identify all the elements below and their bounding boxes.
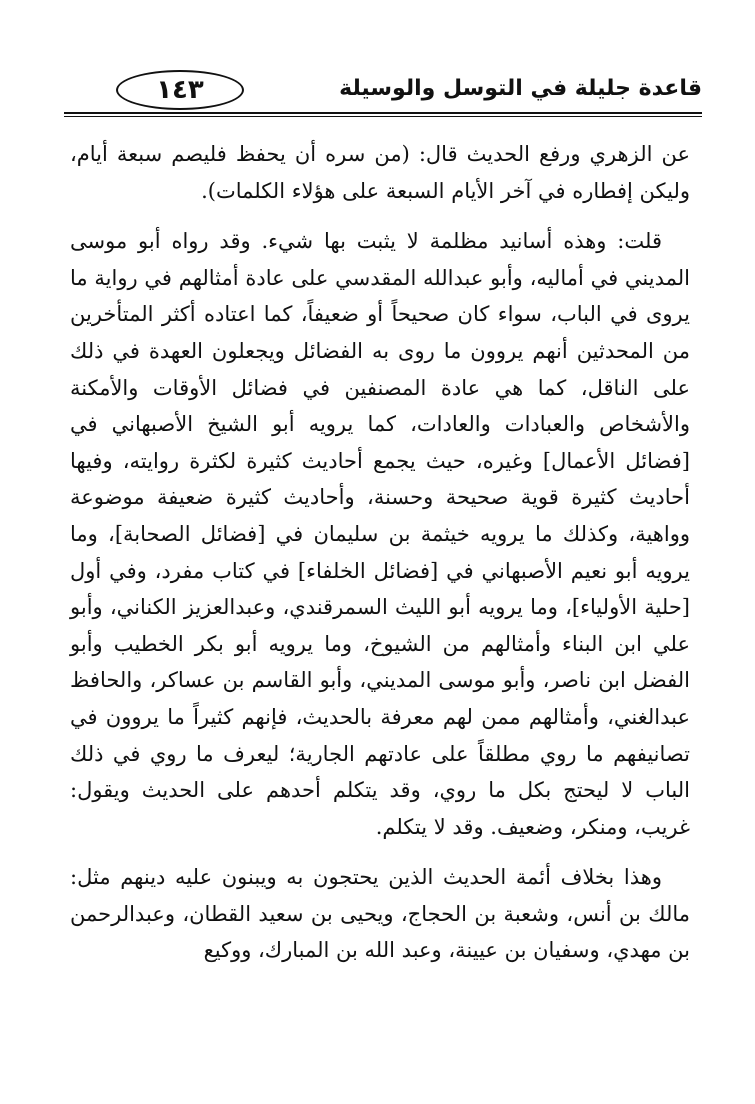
header-rule xyxy=(64,112,702,114)
page-number: ١٤٣ xyxy=(116,70,244,110)
paragraph-1: عن الزهري ورفع الحديث قال: (من سره أن يحفظ فليصم سبعة أيام، وليكن إفطاره في آخر الأيام السبعة على هؤلاء الكلمات). xyxy=(70,142,690,203)
page-header xyxy=(56,60,702,116)
paragraph-3: وهذا بخلاف أئمة الحديث الذين يحتجون به ويبنون عليه دينهم مثل: مالك بن أنس، وشعبة بن الحجاج، ويحيى بن سعيد القطان، وعبدالرحمن بن مهدي، وسفيان بن عيينة، وعبد الله بن المبارك، ووكيع xyxy=(70,865,690,963)
running-title: قاعدة جليلة في التوسل والوسيلة xyxy=(339,76,702,101)
header-rule-thin xyxy=(64,116,702,117)
paragraph-2: قلت: وهذه أسانيد مظلمة لا يثبت بها شيء. وقد رواه أبو موسى المديني في أماليه، وأبو عبدالله المقدسي على عادة أمثالهم في رواية ما يروى في الباب، سواء كان صحيحاً أو ضعيفاً، كما اعتاده أكثر المتأخرين من المحدثين أنهم يروون ما روى به الفضائل ويجعلون العهدة في ذلك على الناقل، كما هي عادة المصنفين في فضائل الأوقات والأمكنة والأشخاص والعبادات والعادات، كما يرويه أبو الشيخ الأصبهاني في [فضائل الأعمال] وغيره، حيث يجمع أحاديث كثيرة لكثرة روايته، وفيها أحاديث كثيرة قوية صحيحة وحسنة، وأحاديث كثيرة ضعيفة موضوعة وواهية، وكذلك ما يرويه خيثمة بن سليمان في [فضائل الصحابة]، وما يرويه أبو نعيم الأصبهاني في [فضائل الخلفاء] في كتاب مفرد، وفي أول [حلية الأولياء]، وما يرويه أبو الليث السمرقندي، وعبدالعزيز الكناني، وأبو علي ابن البناء وأمثالهم من الشيوخ، وما يرويه أبو بكر الخطيب وأبو الفضل ابن ناصر، وأبو موسى المديني، وأبو القاسم بن عساكر، والحافظ عبدالغني، وأمثالهم ممن لهم معرفة بالحديث، فإنهم كثيراً ما يروون في تصانيفهم ما روي مطلقاً على عادتهم الجارية؛ ليعرف ما روي في ذلك الباب لا ليحتج بكل ما روي، وقد يتكلم أحدهم على الحديث ويقول: غريب، ومنكر، وضعيف. وقد لا يتكلم. xyxy=(70,229,690,839)
body-text xyxy=(70,136,690,969)
